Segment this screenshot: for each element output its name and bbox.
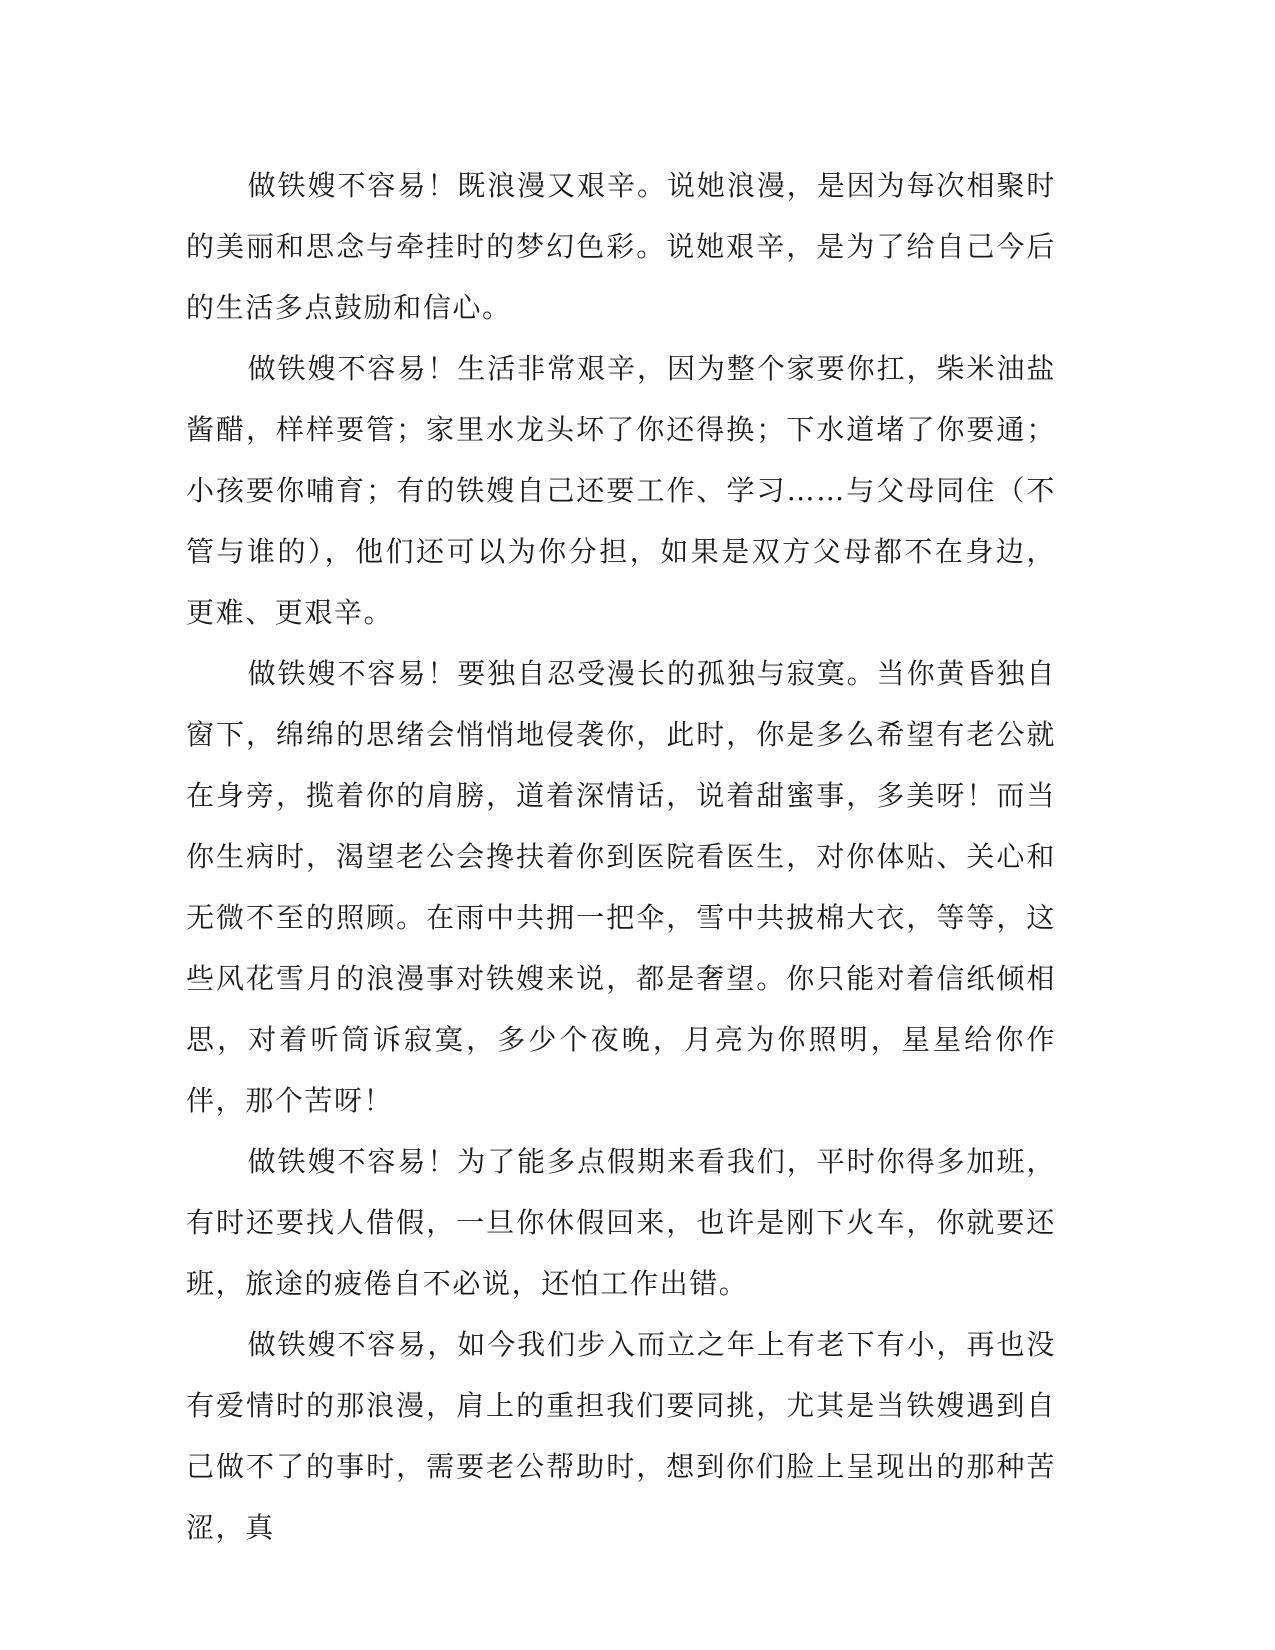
paragraph-5: 做铁嫂不容易，如今我们步入而立之年上有老下有小，再也没有爱情时的那浪漫，肩上的重担我们要同挑，尤其是当铁嫂遇到自己做不了的事时，需要老公帮助时，想到你们脸上呈现出的那种苦涩，真 — [186, 1328, 1056, 1544]
paragraph-2: 做铁嫂不容易！生活非常艰辛，因为整个家要你扛，柴米油盐酱醋，样样要管；家里水龙头坏了你还得换；下水道堵了你要通；小孩要你哺育；有的铁嫂自己还要工作、学习……与父母同住（不管与谁的），他们还可以为你分担，如果是双方父母都不在身边，更难、更艰辛。 — [186, 352, 1056, 629]
document-body — [186, 155, 1056, 1558]
paragraph-4: 做铁嫂不容易！为了能多点假期来看我们，平时你得多加班，有时还要找人借假，一旦你休假回来，也许是刚下火车，你就要还班，旅途的疲倦自不必说，还怕工作出错。 — [186, 1145, 1056, 1300]
paragraph-3: 做铁嫂不容易！要独自忍受漫长的孤独与寂寞。当你黄昏独自窗下，绵绵的思绪会悄悄地侵袭你，此时，你是多么希望有老公就在身旁，揽着你的肩膀，道着深情话，说着甜蜜事，多美呀！而当你生病时，渴望老公会搀扶着你到医院看医生，对你体贴、关心和无微不至的照顾。在雨中共拥一把伞，雪中共披棉大衣，等等，这些风花雪月的浪漫事对铁嫂来说，都是奢望。你只能对着信纸倾相思，对着听筒诉寂寞，多少个夜晚，月亮为你照明，星星给你作伴，那个苦呀！ — [186, 657, 1056, 1117]
paragraph-1: 做铁嫂不容易！既浪漫又艰辛。说她浪漫，是因为每次相聚时的美丽和思念与牵挂时的梦幻色彩。说她艰辛，是为了给自己今后的生活多点鼓励和信心。 — [186, 169, 1056, 324]
